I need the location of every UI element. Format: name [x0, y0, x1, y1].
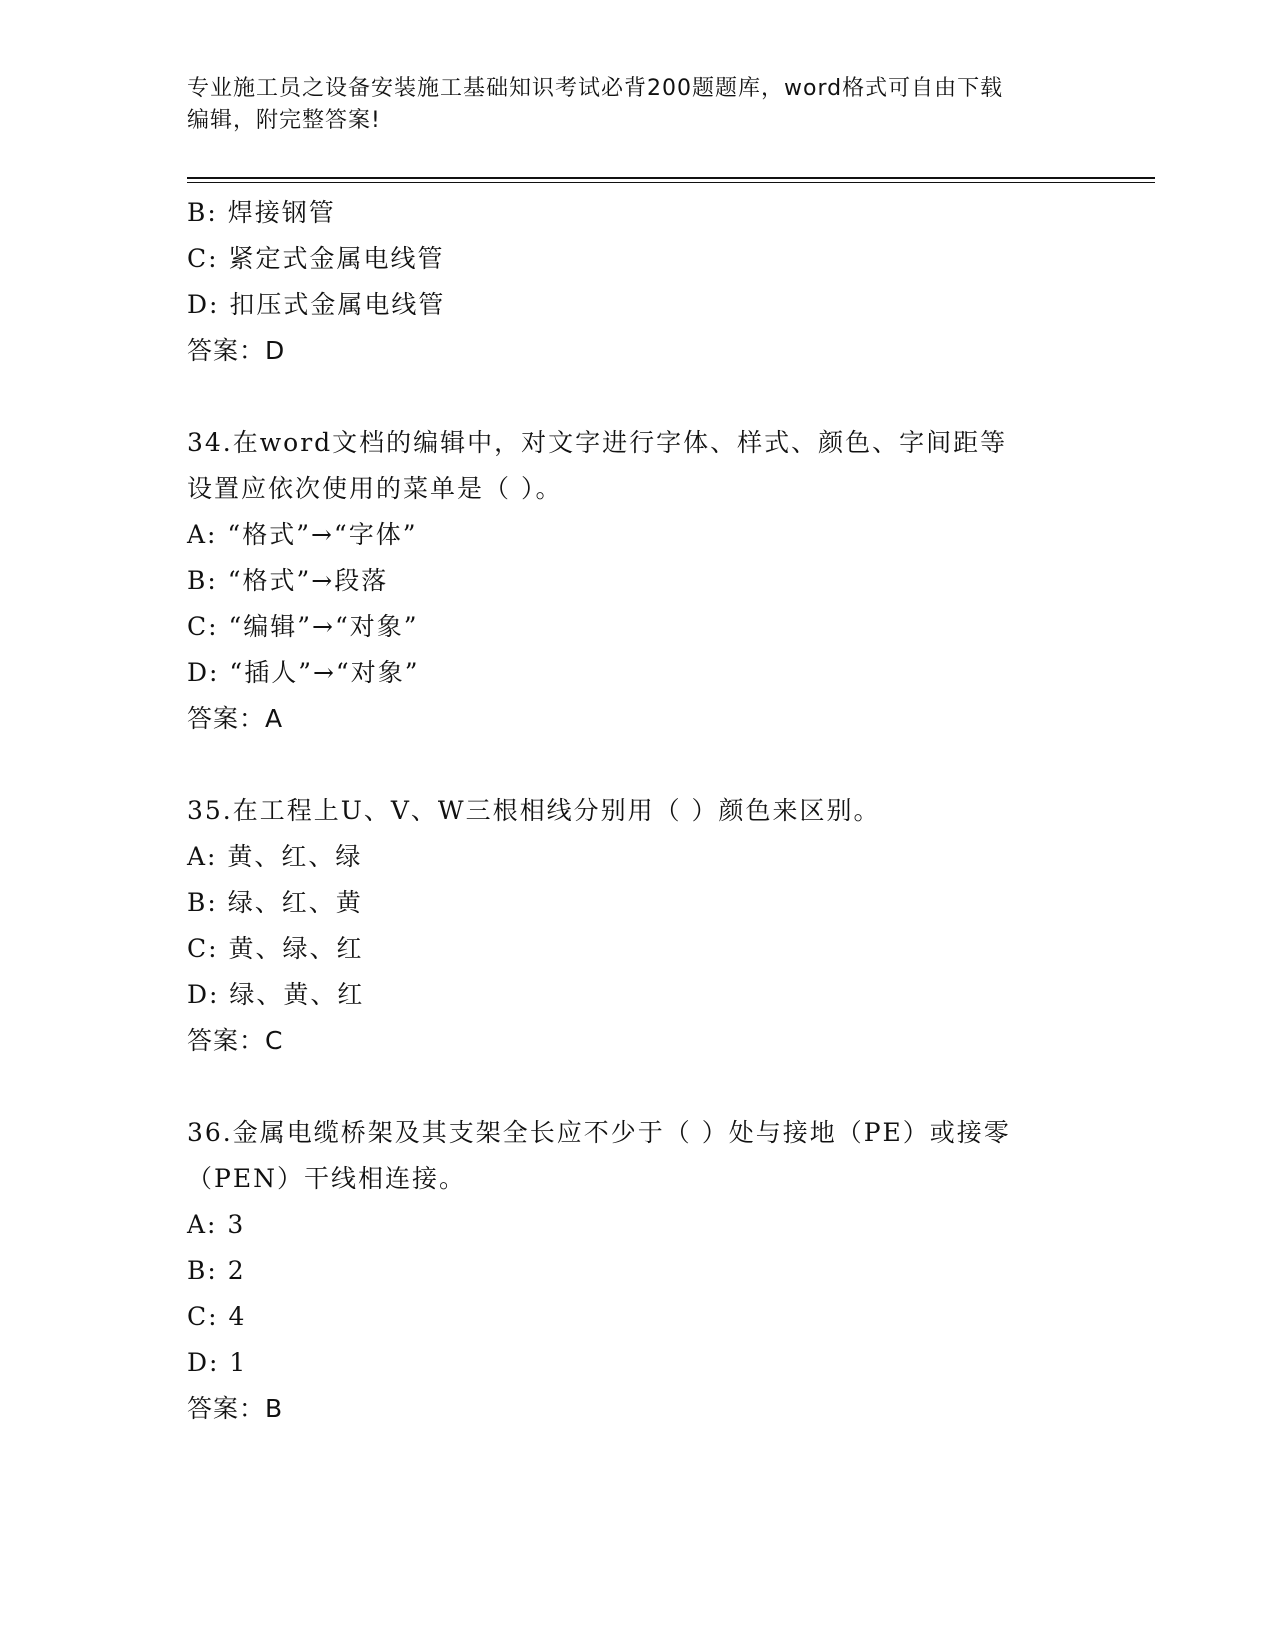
option-b: B: 2: [187, 1256, 246, 1285]
question-stem-line-1: 36.金属电缆桥架及其支架全长应不少于（ ）处与接地（PE）或接零: [187, 1118, 1011, 1147]
option-c: C: 黄、绿、红: [187, 934, 364, 963]
header-title-line-2: 编辑，附完整答案!: [187, 108, 381, 133]
answer-line: 答案：B: [187, 1394, 284, 1423]
option-d: D: “插人”→“对象”: [187, 658, 420, 687]
question-stem-line-1: 34.在word文档的编辑中，对文字进行字体、样式、颜色、字间距等: [187, 428, 1008, 457]
question-stem-line-2: 设置应依次使用的菜单是（ ）。: [187, 474, 563, 503]
question-33: [187, 190, 1067, 374]
option-b: B: 焊接钢管: [187, 198, 336, 227]
question-stem-line-2: （PEN）干线相连接。: [187, 1164, 466, 1193]
spacer: [187, 374, 1067, 420]
answer-line: 答案：D: [187, 336, 286, 365]
spacer: [187, 1064, 1067, 1110]
answer-line: 答案：C: [187, 1026, 284, 1055]
option-c: C: 紧定式金属电线管: [187, 244, 445, 273]
option-c: C: 4: [187, 1302, 247, 1331]
option-b: B: 绿、红、黄: [187, 888, 363, 917]
question-34: [187, 420, 1067, 742]
option-b: B: “格式”→段落: [187, 566, 389, 595]
option-a: A: “格式”→“字体”: [187, 520, 418, 549]
header-title-line-1: 专业施工员之设备安装施工基础知识考试必背200题题库，word格式可自由下载: [187, 76, 1004, 101]
spacer: [187, 742, 1067, 788]
question-36: [187, 1110, 1067, 1432]
page-header: [187, 73, 1067, 137]
question-content: [187, 190, 1067, 1432]
option-d: D: 1: [187, 1348, 248, 1377]
answer-line: 答案：A: [187, 704, 284, 733]
header-rule-thin: [187, 182, 1155, 183]
option-d: D: 扣压式金属电线管: [187, 290, 446, 319]
question-35: [187, 788, 1067, 1064]
option-c: C: “编辑”→“对象”: [187, 612, 419, 641]
option-d: D: 绿、黄、红: [187, 980, 365, 1009]
option-a: A: 黄、红、绿: [187, 842, 363, 871]
question-stem-line-1: 35.在工程上U、V、W三根相线分别用（ ）颜色来区别。: [187, 796, 881, 825]
header-rule-thick: [187, 177, 1155, 179]
option-a: A: 3: [187, 1210, 246, 1239]
